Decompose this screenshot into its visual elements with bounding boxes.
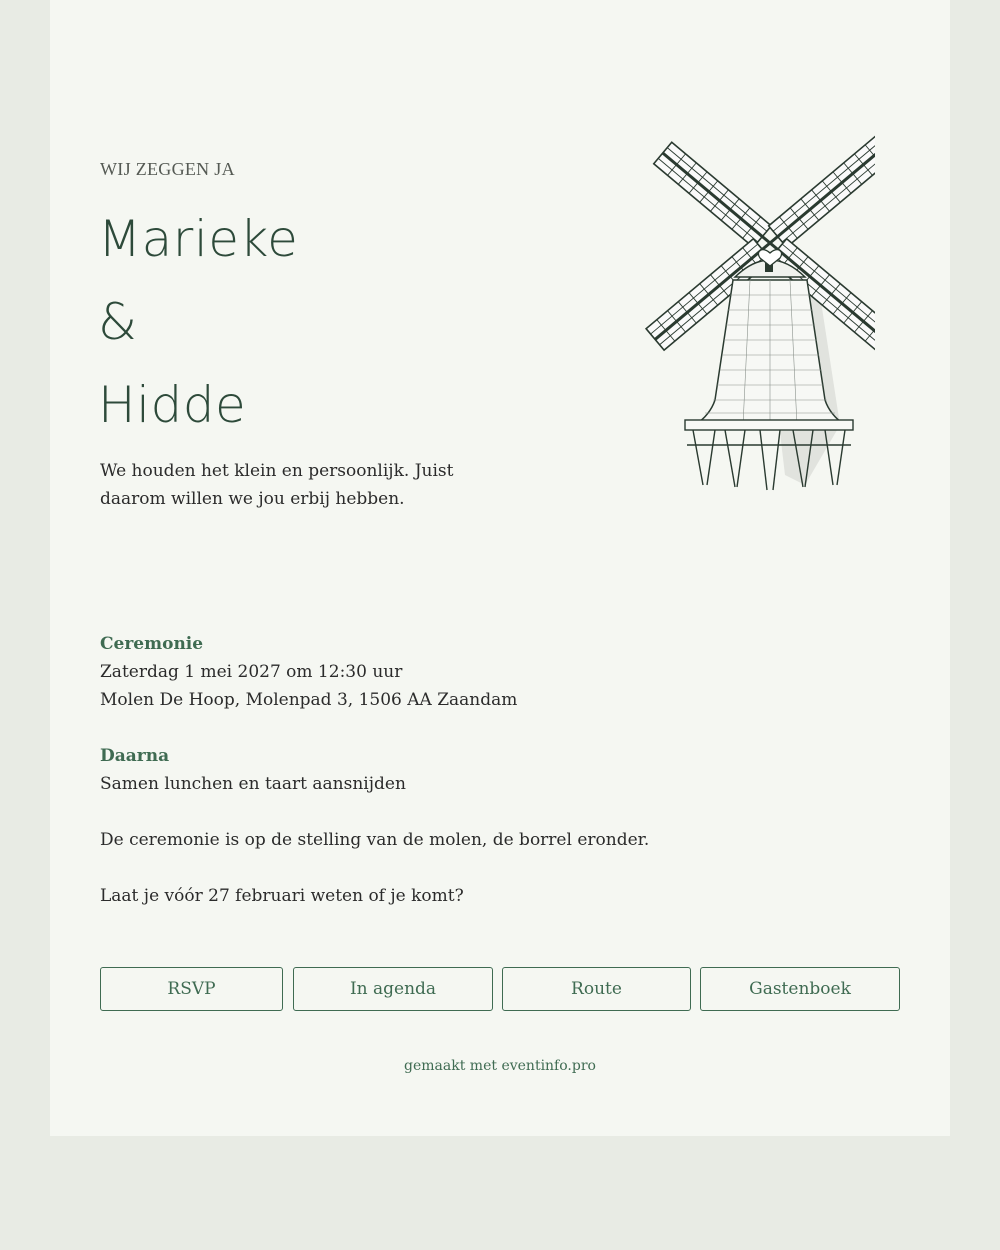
location-note: De ceremonie is op de stelling van de molen, de borrel eronder. — [100, 830, 650, 850]
ceremony-label: Ceremonie — [100, 634, 204, 654]
after-label: Daarna — [100, 746, 170, 766]
intro-text: We houden het klein en persoonlijk. Juist daarom willen we jou erbij hebben. — [100, 461, 454, 509]
after-text: Samen lunchen en taart aansnijden — [100, 774, 406, 794]
rsvp-button[interactable]: RSVP — [100, 967, 283, 1011]
name-first: Marieke — [98, 210, 299, 268]
add-to-agenda-button[interactable]: In agenda — [293, 967, 493, 1011]
rsvp-question: Laat je vóór 27 februari weten of je komt? — [100, 886, 464, 906]
after-block — [100, 742, 900, 798]
name-second: Hidde — [98, 376, 247, 434]
route-button[interactable]: Route — [502, 967, 691, 1011]
couple-names — [98, 198, 298, 447]
action-buttons — [100, 967, 900, 1013]
ceremony-block — [100, 630, 900, 714]
windmill-illustration — [575, 125, 875, 555]
footer-credit[interactable]: gemaakt met eventinfo.pro — [404, 1058, 596, 1074]
guestbook-button[interactable]: Gastenboek — [700, 967, 900, 1011]
ampersand: & — [98, 293, 138, 351]
eyebrow-text: WIJ ZEGGEN JA — [100, 159, 235, 179]
event-details — [100, 630, 900, 938]
ceremony-date: Zaterdag 1 mei 2027 om 12:30 uur — [100, 662, 403, 682]
invitation-card — [50, 0, 950, 1136]
ceremony-location: Molen De Hoop, Molenpad 3, 1506 AA Zaandam — [100, 690, 518, 710]
